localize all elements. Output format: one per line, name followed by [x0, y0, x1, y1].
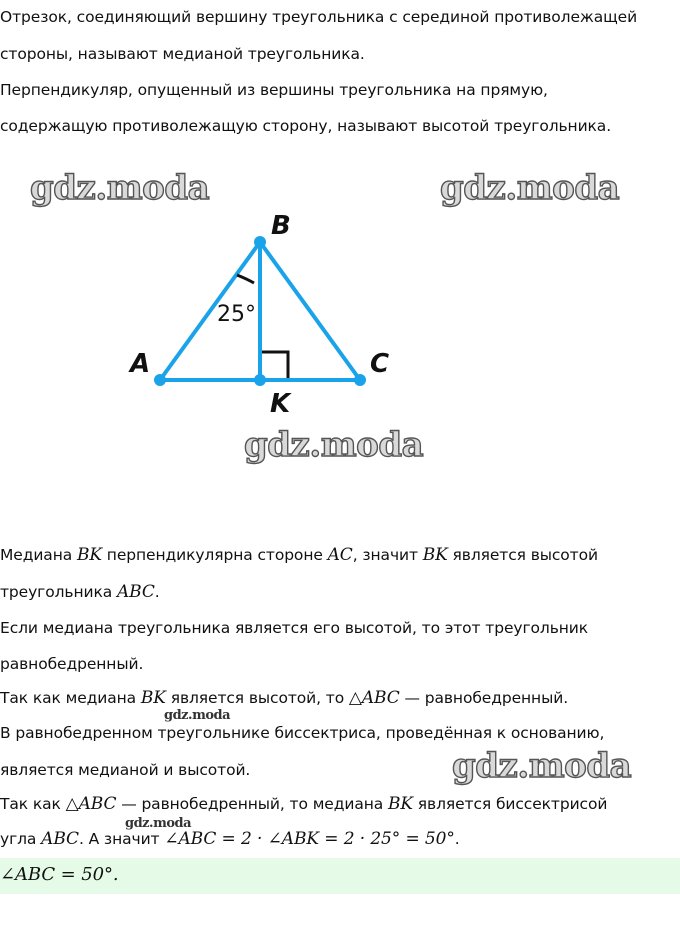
point-k [254, 374, 266, 386]
vertex-label-b: B [271, 211, 291, 241]
vertex-points [154, 236, 366, 386]
solution-line-3: Если медиана треугольника является его высотой, то этот треугольник [0, 619, 589, 637]
point-b [254, 236, 266, 248]
solution-line-2: треугольника ABC. [0, 582, 160, 602]
solution-line-6: В равнобедренном треугольнике биссектриса, проведённая к основанию, [0, 724, 605, 742]
point-c [354, 374, 366, 386]
solution-line-7: является медианой и высотой. [0, 761, 251, 779]
angle-arc-mark [237, 275, 254, 283]
solution-line-4: равнобедренный. [0, 655, 144, 673]
solution-line-8: Так как △ABC — равнобедренный, то медиана BK является биссектрисой [0, 794, 608, 814]
watermark-logo-small: gdz.moda [125, 816, 192, 831]
theory-line-1: Отрезок, соединяющий вершину треугольника с серединой противолежащей [0, 8, 638, 26]
vertex-label-k: K [270, 389, 291, 419]
point-a [154, 374, 166, 386]
side-bc [260, 242, 360, 380]
solution-line-5: Так как медиана BK является высотой, то △ABC — равнобедренный. [0, 688, 569, 708]
side-ab [160, 242, 260, 380]
watermark-logo-small: gdz.moda [164, 708, 231, 723]
theory-line-3: Перпендикуляр, опущенный из вершины треугольника на прямую, [0, 81, 548, 99]
answer-box [0, 858, 680, 894]
answer-text: ∠ABC = 50°. [0, 864, 119, 885]
theory-line-2: стороны, называют медианой треугольника. [0, 45, 365, 63]
vertex-label-a: A [130, 349, 151, 379]
solution-line-9: угла ABC. А значит ∠ABC = 2 · ∠ABK = 2 · 25° = 50°. [0, 829, 460, 849]
watermark-logo: gdz.moda [244, 425, 424, 465]
solution-line-1: Медиана BK перпендикулярна стороне AC, значит BK является высотой [0, 545, 598, 565]
vertex-label-c: C [370, 349, 390, 379]
watermark-logo: gdz.moda [452, 746, 632, 786]
watermark-logo: gdz.moda [30, 168, 210, 208]
angle-label: 25° [217, 302, 256, 327]
theory-line-4: содержащую противолежащую сторону, называют высотой треугольника. [0, 117, 612, 135]
right-angle-mark [262, 352, 288, 378]
watermark-logo: gdz.moda [440, 168, 620, 208]
triangle-lines [160, 242, 360, 380]
